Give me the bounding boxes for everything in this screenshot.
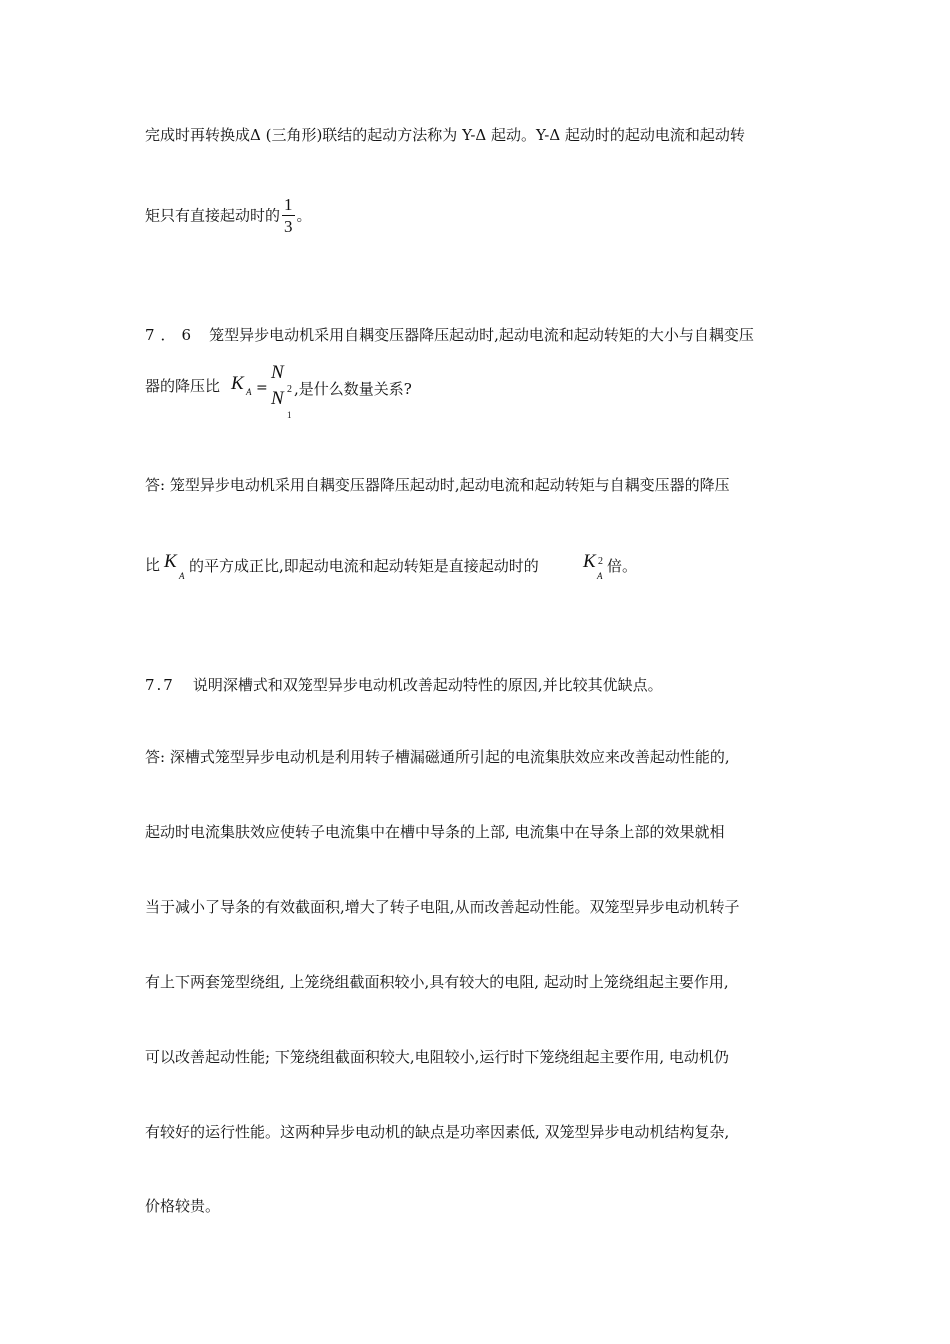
math-K: K xyxy=(164,551,177,572)
text-segment: 。 xyxy=(296,206,312,225)
answer-7-7-line1: 答: 深槽式笼型异步电动机是利用转子槽漏磁通所引起的电流集肤效应来改善起动性能的, xyxy=(145,748,730,766)
math-superscript: 2 xyxy=(598,556,603,567)
question-7-6-continued xyxy=(145,376,220,426)
question-7-6 xyxy=(145,325,754,345)
question-text: 说明深槽式和双笼型异步电动机改善起动特性的原因,并比较其优缺点。 xyxy=(192,676,663,694)
question-number: 7.7 xyxy=(145,676,175,694)
math-equals: = xyxy=(256,380,268,396)
math-N1: N xyxy=(271,388,284,409)
answer-7-6-line2 xyxy=(145,555,160,575)
math-subscript: A xyxy=(179,571,185,581)
math-N2: N xyxy=(271,362,284,383)
answer-7-7-line4: 有上下两套笼型绕组, 上笼绕组截面积较小,具有较大的电阻, 起动时上笼绕组起主要作用, xyxy=(145,973,729,991)
math-K: K xyxy=(583,551,596,572)
question-number: 7．6 xyxy=(145,326,198,344)
math-subscript: A xyxy=(246,387,252,397)
fraction-numerator: 1 xyxy=(284,195,293,214)
answer-7-6-line1: 答: 笼型异步电动机采用自耦变压器降压起动时,起动电流和起动转矩与自耦变压器的降压 xyxy=(145,476,730,494)
text-segment: 倍。 xyxy=(607,557,638,575)
fraction-denominator: 3 xyxy=(284,217,293,236)
question-text: 笼型异步电动机采用自耦变压器降压起动时,起动电流和起动转矩的大小与自耦变压 xyxy=(209,326,754,344)
answer-7-7-line5: 可以改善起动性能; 下笼绕组截面积较大,电阻较小,运行时下笼绕组起主要作用, 电动机仍 xyxy=(145,1048,729,1066)
answer-7-7-line3: 当于减小了导条的有效截面积,增大了转子电阻,从而改善起动性能。双笼型异步电动机转子 xyxy=(145,898,740,916)
fraction-one-third xyxy=(282,195,295,238)
answer-7-7-line2: 起动时电流集肤效应使转子电流集中在槽中导条的上部, 电流集中在导条上部的效果就相 xyxy=(145,823,725,841)
text-line-with-fraction xyxy=(145,195,312,238)
answer-7-7-line7: 价格较贵。 xyxy=(145,1197,221,1215)
math-K: K xyxy=(231,373,244,394)
text-segment: 的平方成正比,即起动电流和起动转矩是直接起动时的 xyxy=(189,557,539,575)
text-segment: 器的降压比 xyxy=(145,377,221,395)
answer-7-7-line6: 有较好的运行性能。这两种异步电动机的缺点是功率因素低, 双笼型异步电动机结构复杂, xyxy=(145,1123,730,1141)
math-subscript: A xyxy=(597,571,603,581)
question-7-7 xyxy=(145,675,663,695)
text-segment: 矩只有直接起动时的 xyxy=(145,206,281,225)
text-segment: ,是什么数量关系? xyxy=(294,380,412,398)
math-subscript: 1 xyxy=(287,410,292,420)
text-segment: 比 xyxy=(145,556,161,574)
text-line: 完成时再转换成Δ (三角形)联结的起动方法称为 Y-Δ 起动。Y-Δ 起动时的起动电流和起动转 xyxy=(145,126,745,144)
math-superscript: 2 xyxy=(287,384,292,395)
